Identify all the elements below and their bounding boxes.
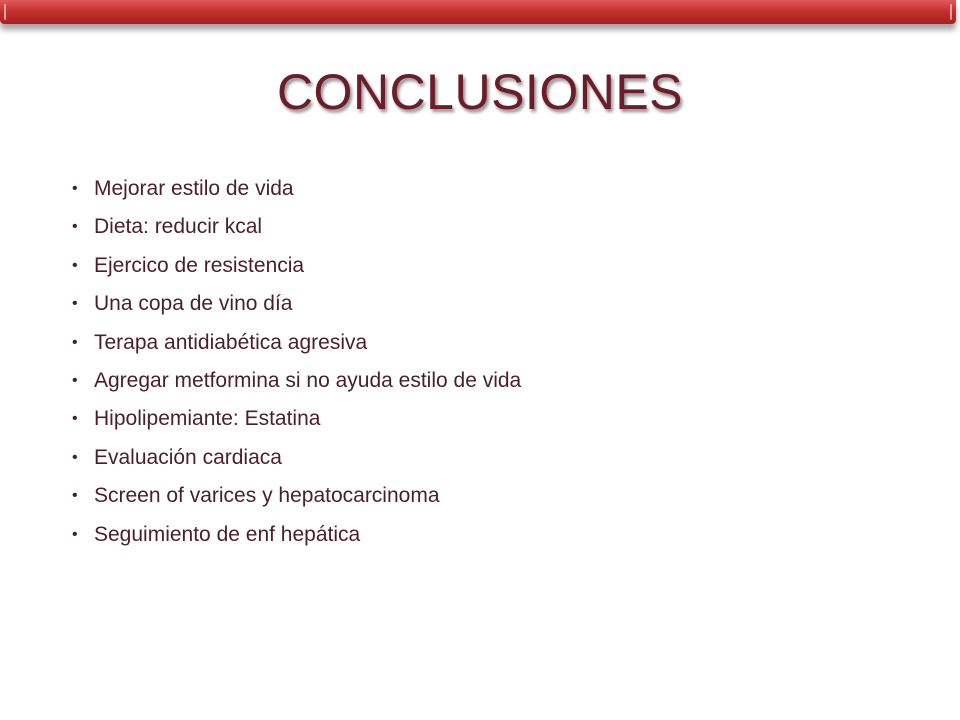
bullet-item	[70, 400, 521, 438]
bullet-item	[70, 516, 521, 554]
bullet-text: Hipolipemiante: Estatina	[94, 407, 321, 431]
bullet-icon: •	[72, 525, 78, 543]
bullet-item	[70, 477, 521, 515]
bullet-item	[70, 362, 521, 400]
bullet-icon: •	[72, 333, 78, 351]
bullet-text: Mejorar estilo de vida	[94, 177, 294, 200]
bullet-text: Seguimiento de enf hepática	[94, 522, 361, 546]
bullet-item	[70, 170, 521, 208]
bullet-icon: •	[72, 448, 78, 466]
bullet-item	[70, 208, 521, 246]
slide-title: CONCLUSIONES	[276, 64, 684, 120]
bullet-icon: •	[72, 295, 78, 313]
bullet-text: Ejercico de resistencia	[94, 253, 305, 277]
bullet-icon: •	[72, 410, 78, 428]
bullet-list	[70, 170, 521, 554]
bullet-text: Screen of varices y hepatocarcinoma	[94, 484, 440, 508]
bullet-item	[70, 324, 521, 362]
bullet-icon: •	[72, 256, 78, 274]
bullet-text: Evaluación cardiaca	[94, 445, 282, 469]
bullet-item	[70, 247, 521, 285]
bullet-text: Una copa de vino día	[94, 292, 293, 316]
bullet-icon: •	[72, 218, 78, 236]
bullet-item	[70, 285, 521, 323]
bullet-icon: •	[72, 487, 78, 505]
bullet-text: Agregar metformina si no ayuda estilo de vida	[94, 368, 522, 392]
bullet-text: Dieta: reducir kcal	[94, 215, 263, 239]
bullet-item	[70, 439, 521, 477]
bullet-icon: •	[72, 371, 78, 389]
bullet-text: Terapa antidiabética agresiva	[94, 330, 368, 354]
top-accent-bar	[0, 0, 956, 24]
bullet-icon: •	[72, 180, 78, 197]
